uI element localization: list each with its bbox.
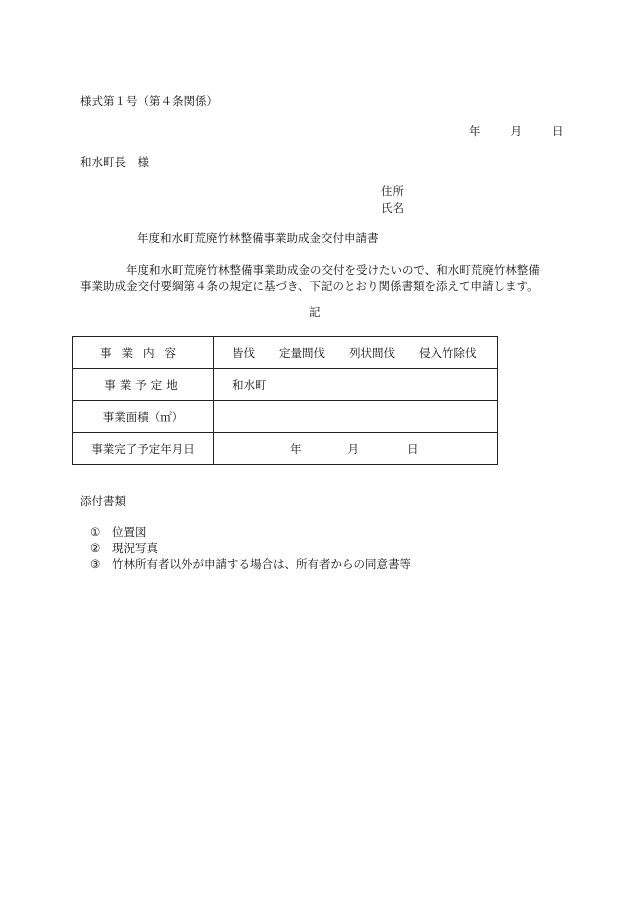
name-label: 氏名 bbox=[381, 201, 404, 215]
recipient: 和水町長 様 bbox=[80, 155, 149, 169]
completion-year: 年 bbox=[290, 441, 302, 456]
completion-month: 月 bbox=[347, 441, 359, 456]
row-label-business-content: 事業内容 bbox=[73, 337, 214, 369]
details-table bbox=[72, 336, 498, 465]
option-row-thinning: 列状間伐 bbox=[349, 345, 395, 360]
date-day: 日 bbox=[552, 124, 564, 138]
table-row bbox=[73, 433, 498, 465]
date-month: 月 bbox=[510, 124, 522, 138]
body-line-1: 年度和水町荒廃竹林整備事業助成金の交付を受けたいので、和水町荒廃竹林整備 bbox=[126, 263, 540, 277]
row-label-planned-site: 事業予定地 bbox=[73, 369, 214, 401]
ki-heading: 記 bbox=[309, 305, 321, 319]
list-item bbox=[90, 559, 411, 571]
table-row bbox=[73, 369, 498, 401]
date-year: 年 bbox=[469, 124, 481, 138]
attachment-number: ③ bbox=[90, 557, 101, 571]
submission-date bbox=[469, 126, 564, 138]
attachments-title: 添付書類 bbox=[80, 494, 126, 508]
option-invasive-bamboo-removal: 侵入竹除伐 bbox=[419, 345, 477, 360]
row-label-area: 事業面積（㎡） bbox=[73, 401, 214, 433]
form-number: 様式第１号（第４条関係） bbox=[80, 94, 218, 108]
list-item bbox=[90, 543, 158, 555]
attachment-text: 現況写真 bbox=[112, 541, 158, 555]
option-fixed-thinning: 定量間伐 bbox=[279, 345, 325, 360]
row-label-completion-date: 事業完了予定年月日 bbox=[73, 433, 214, 465]
table-row bbox=[73, 401, 498, 433]
table-row bbox=[73, 337, 498, 369]
planned-site-value: 和水町 bbox=[214, 369, 498, 401]
list-item bbox=[90, 527, 147, 539]
area-value bbox=[214, 401, 498, 433]
address-label: 住所 bbox=[381, 184, 404, 198]
body-text bbox=[80, 262, 550, 294]
document-title: 年度和水町荒廃竹林整備事業助成金交付申請書 bbox=[137, 231, 379, 245]
option-clearcut: 皆伐 bbox=[232, 345, 255, 360]
attachment-number: ② bbox=[90, 541, 101, 555]
body-line-2: 事業助成金交付要綱第４条の規定に基づき、下記のとおり関係書類を添えて申請します。 bbox=[80, 279, 539, 293]
completion-date-value bbox=[214, 433, 498, 465]
attachment-text: 位置図 bbox=[112, 525, 147, 539]
business-content-options bbox=[214, 337, 498, 369]
attachment-number: ① bbox=[90, 525, 101, 539]
completion-day: 日 bbox=[407, 441, 419, 456]
attachment-text: 竹林所有者以外が申請する場合は、所有者からの同意書等 bbox=[112, 557, 411, 571]
